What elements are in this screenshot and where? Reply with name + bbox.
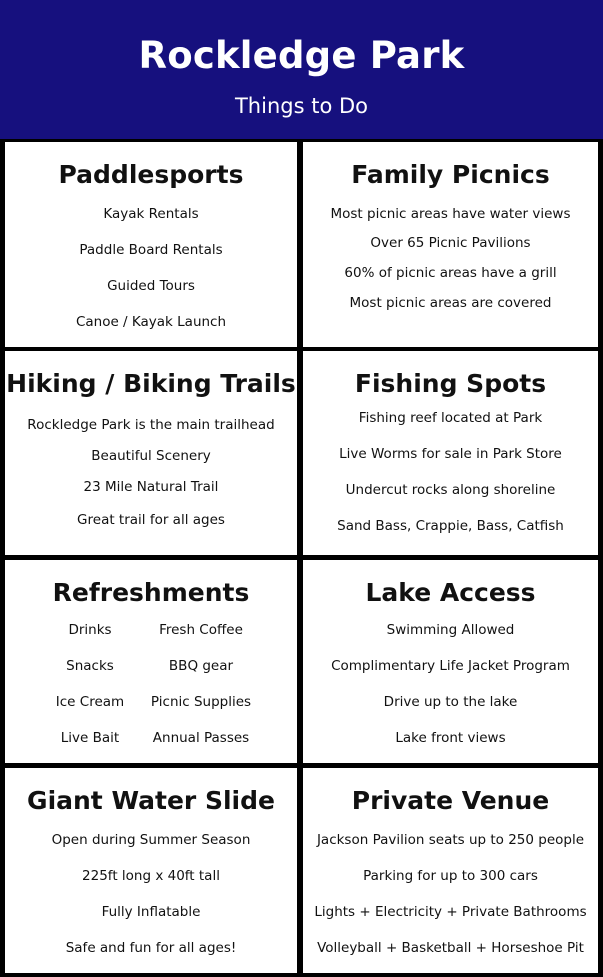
list-item: Great trail for all ages xyxy=(77,512,225,528)
list-item: Jackson Pavilion seats up to 250 people xyxy=(316,832,585,848)
lake-access-heading: Lake Access xyxy=(365,578,536,607)
list-item: Open during Summer Season xyxy=(51,832,251,848)
list-item: Most picnic areas have water views xyxy=(330,206,571,222)
list-item: Most picnic areas are covered xyxy=(349,295,552,311)
list-item: Canoe / Kayak Launch xyxy=(75,314,227,330)
list-item: Ice Cream xyxy=(55,694,125,710)
fishing-spots-heading: Fishing Spots xyxy=(354,369,547,398)
water-slide-heading: Giant Water Slide xyxy=(27,786,275,815)
lake-access-card xyxy=(303,560,598,763)
hiking-biking-card xyxy=(5,351,297,555)
private-venue-card xyxy=(303,768,598,973)
list-item: Kayak Rentals xyxy=(103,206,199,222)
list-item: Safe and fun for all ages! xyxy=(65,940,237,956)
list-item: Fully Inflatable xyxy=(101,904,201,920)
list-item: Drinks xyxy=(68,622,112,638)
list-item: Rockledge Park is the main trailhead xyxy=(27,417,275,433)
list-item: Live Bait xyxy=(60,730,120,746)
list-item: BBQ gear xyxy=(168,658,234,674)
refreshments-card xyxy=(5,560,297,763)
hiking-biking-heading: Hiking / Biking Trails xyxy=(6,369,296,398)
family-picnics-heading: Family Picnics xyxy=(351,160,550,189)
list-item: Snacks xyxy=(66,658,114,674)
page-subtitle: Things to Do xyxy=(234,94,368,118)
list-item: 23 Mile Natural Trail xyxy=(83,479,219,495)
list-item: Undercut rocks along shoreline xyxy=(345,482,556,498)
list-item: Fishing reef located at Park xyxy=(358,410,543,426)
page-header xyxy=(0,0,603,139)
list-item: Parking for up to 300 cars xyxy=(363,868,538,884)
list-item: Fresh Coffee xyxy=(159,622,243,638)
list-item: 60% of picnic areas have a grill xyxy=(344,265,557,281)
list-item: Complimentary Life Jacket Program xyxy=(331,658,570,674)
list-item: Annual Passes xyxy=(152,730,250,746)
refreshments-heading: Refreshments xyxy=(52,578,250,607)
list-item: 225ft long x 40ft tall xyxy=(82,868,220,884)
paddlesports-card xyxy=(5,142,297,347)
list-item: Lake front views xyxy=(395,730,506,746)
list-item: Picnic Supplies xyxy=(150,694,252,710)
list-item: Over 65 Picnic Pavilions xyxy=(370,235,531,251)
list-item: Guided Tours xyxy=(107,278,195,294)
paddlesports-heading: Paddlesports xyxy=(58,160,244,189)
list-item: Drive up to the lake xyxy=(383,694,518,710)
page-title: Rockledge Park xyxy=(138,34,465,77)
list-item: Volleyball + Basketball + Horseshoe Pit xyxy=(317,940,584,956)
private-venue-heading: Private Venue xyxy=(351,786,550,815)
list-item: Live Worms for sale in Park Store xyxy=(339,446,562,462)
list-item: Swimming Allowed xyxy=(386,622,515,638)
list-item: Beautiful Scenery xyxy=(91,448,211,464)
fishing-spots-card xyxy=(303,351,598,555)
water-slide-card xyxy=(5,768,297,973)
list-item: Sand Bass, Crappie, Bass, Catfish xyxy=(337,518,564,534)
activities-grid xyxy=(0,139,603,977)
list-item: Paddle Board Rentals xyxy=(79,242,223,258)
list-item: Lights + Electricity + Private Bathrooms xyxy=(314,904,587,920)
family-picnics-card xyxy=(303,142,598,347)
